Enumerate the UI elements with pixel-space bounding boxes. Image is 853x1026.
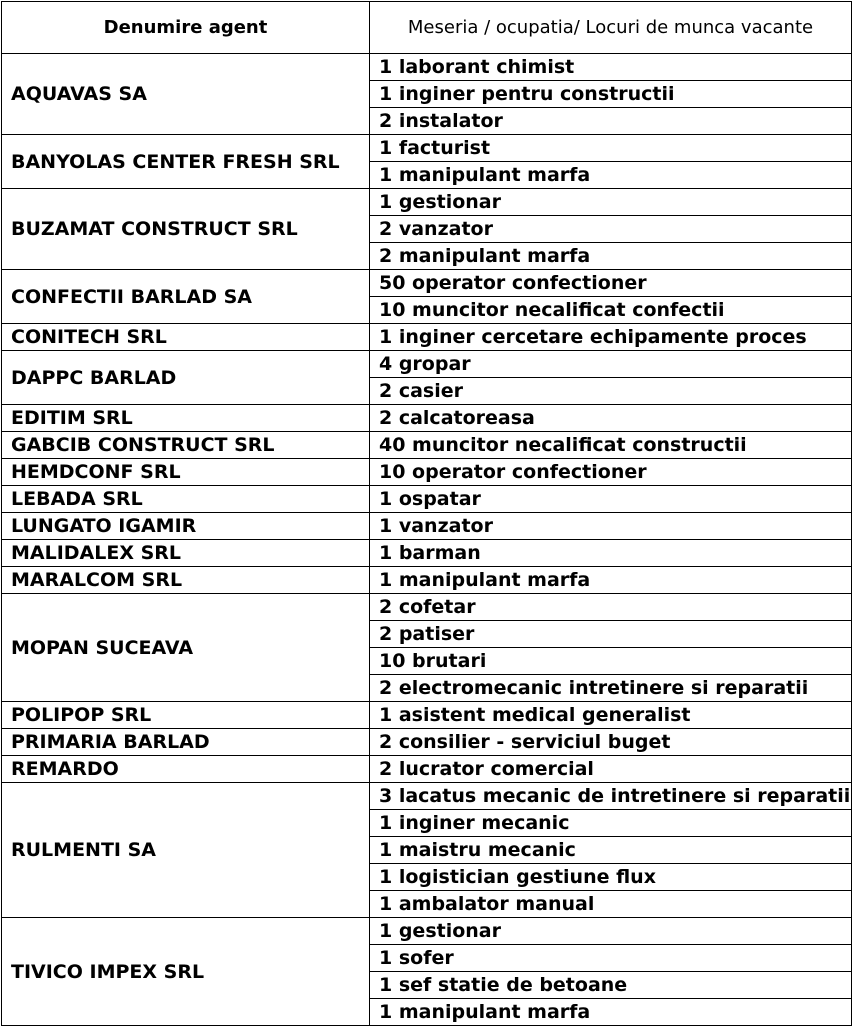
agent-name-cell: MARALCOM SRL	[2, 567, 370, 594]
table-row	[2, 567, 852, 594]
table-row	[2, 756, 852, 783]
job-vacancy-cell: 2 calcatoreasa	[370, 405, 852, 432]
table-row	[2, 486, 852, 513]
job-vacancy-cell: 1 ambalator manual	[370, 891, 852, 918]
header-agent: Denumire agent	[2, 2, 370, 54]
job-vacancy-cell: 1 inginer mecanic	[370, 810, 852, 837]
agent-name-cell: BANYOLAS CENTER FRESH SRL	[2, 135, 370, 189]
agent-name-cell: AQUAVAS SA	[2, 54, 370, 135]
table-row	[2, 54, 852, 81]
job-vacancy-cell: 1 inginer pentru constructii	[370, 81, 852, 108]
agent-name-cell: CONITECH SRL	[2, 324, 370, 351]
job-vacancy-cell: 2 lucrator comercial	[370, 756, 852, 783]
job-vacancy-cell: 1 vanzator	[370, 513, 852, 540]
table-row	[2, 783, 852, 810]
job-vacancy-cell: 2 consilier - serviciul buget	[370, 729, 852, 756]
table-row	[2, 918, 852, 945]
job-vacancy-cell: 1 barman	[370, 540, 852, 567]
job-vacancy-cell: 1 logistician gestiune flux	[370, 864, 852, 891]
table-row	[2, 594, 852, 621]
job-vacancy-cell: 1 gestionar	[370, 918, 852, 945]
agent-name-cell: TIVICO IMPEX SRL	[2, 918, 370, 1026]
table-row	[2, 405, 852, 432]
table-row	[2, 189, 852, 216]
agent-name-cell: HEMDCONF SRL	[2, 459, 370, 486]
agent-name-cell: MOPAN SUCEAVA	[2, 594, 370, 702]
agent-name-cell: LUNGATO IGAMIR	[2, 513, 370, 540]
job-vacancy-cell: 1 sef statie de betoane	[370, 972, 852, 999]
vacancies-table	[1, 1, 852, 1026]
agent-name-cell: REMARDO	[2, 756, 370, 783]
job-vacancy-cell: 1 gestionar	[370, 189, 852, 216]
job-vacancy-cell: 2 manipulant marfa	[370, 243, 852, 270]
agent-name-cell: RULMENTI SA	[2, 783, 370, 918]
agent-name-cell: DAPPC BARLAD	[2, 351, 370, 405]
job-vacancy-cell: 3 lacatus mecanic de intretinere si reparatii	[370, 783, 852, 810]
table-row	[2, 729, 852, 756]
agent-name-cell: BUZAMAT CONSTRUCT SRL	[2, 189, 370, 270]
table-row	[2, 432, 852, 459]
agent-name-cell: EDITIM SRL	[2, 405, 370, 432]
job-vacancy-cell: 40 muncitor necalificat constructii	[370, 432, 852, 459]
agent-name-cell: CONFECTII BARLAD SA	[2, 270, 370, 324]
job-vacancy-cell: 1 maistru mecanic	[370, 837, 852, 864]
job-vacancy-cell: 1 manipulant marfa	[370, 162, 852, 189]
job-vacancy-cell: 2 cofetar	[370, 594, 852, 621]
header-jobs: Meseria / ocupatia/ Locuri de munca vacante	[370, 2, 852, 54]
table-body	[2, 54, 852, 1026]
job-vacancy-cell: 10 brutari	[370, 648, 852, 675]
job-vacancy-cell: 10 operator confectioner	[370, 459, 852, 486]
agent-name-cell: PRIMARIA BARLAD	[2, 729, 370, 756]
job-vacancy-cell: 1 manipulant marfa	[370, 567, 852, 594]
job-vacancy-cell: 1 asistent medical generalist	[370, 702, 852, 729]
header-row	[2, 2, 852, 54]
job-vacancy-cell: 50 operator confectioner	[370, 270, 852, 297]
job-vacancy-cell: 2 instalator	[370, 108, 852, 135]
job-vacancy-cell: 1 facturist	[370, 135, 852, 162]
agent-name-cell: GABCIB CONSTRUCT SRL	[2, 432, 370, 459]
job-vacancy-cell: 2 patiser	[370, 621, 852, 648]
agent-name-cell: MALIDALEX SRL	[2, 540, 370, 567]
table-row	[2, 702, 852, 729]
table-row	[2, 459, 852, 486]
table-header	[2, 2, 852, 54]
agent-name-cell: LEBADA SRL	[2, 486, 370, 513]
table-row	[2, 324, 852, 351]
job-vacancy-cell: 1 inginer cercetare echipamente proces	[370, 324, 852, 351]
job-vacancy-cell: 2 casier	[370, 378, 852, 405]
job-vacancy-cell: 1 sofer	[370, 945, 852, 972]
job-vacancy-cell: 2 vanzator	[370, 216, 852, 243]
table-row	[2, 135, 852, 162]
job-vacancy-cell: 10 muncitor necalificat confectii	[370, 297, 852, 324]
job-vacancy-cell: 4 gropar	[370, 351, 852, 378]
table-row	[2, 351, 852, 378]
agent-name-cell: POLIPOP SRL	[2, 702, 370, 729]
job-vacancy-cell: 1 manipulant marfa	[370, 999, 852, 1026]
table-row	[2, 270, 852, 297]
job-vacancy-cell: 1 laborant chimist	[370, 54, 852, 81]
job-vacancy-cell: 1 ospatar	[370, 486, 852, 513]
table-row	[2, 540, 852, 567]
job-vacancy-cell: 2 electromecanic intretinere si reparatii	[370, 675, 852, 702]
table-row	[2, 513, 852, 540]
